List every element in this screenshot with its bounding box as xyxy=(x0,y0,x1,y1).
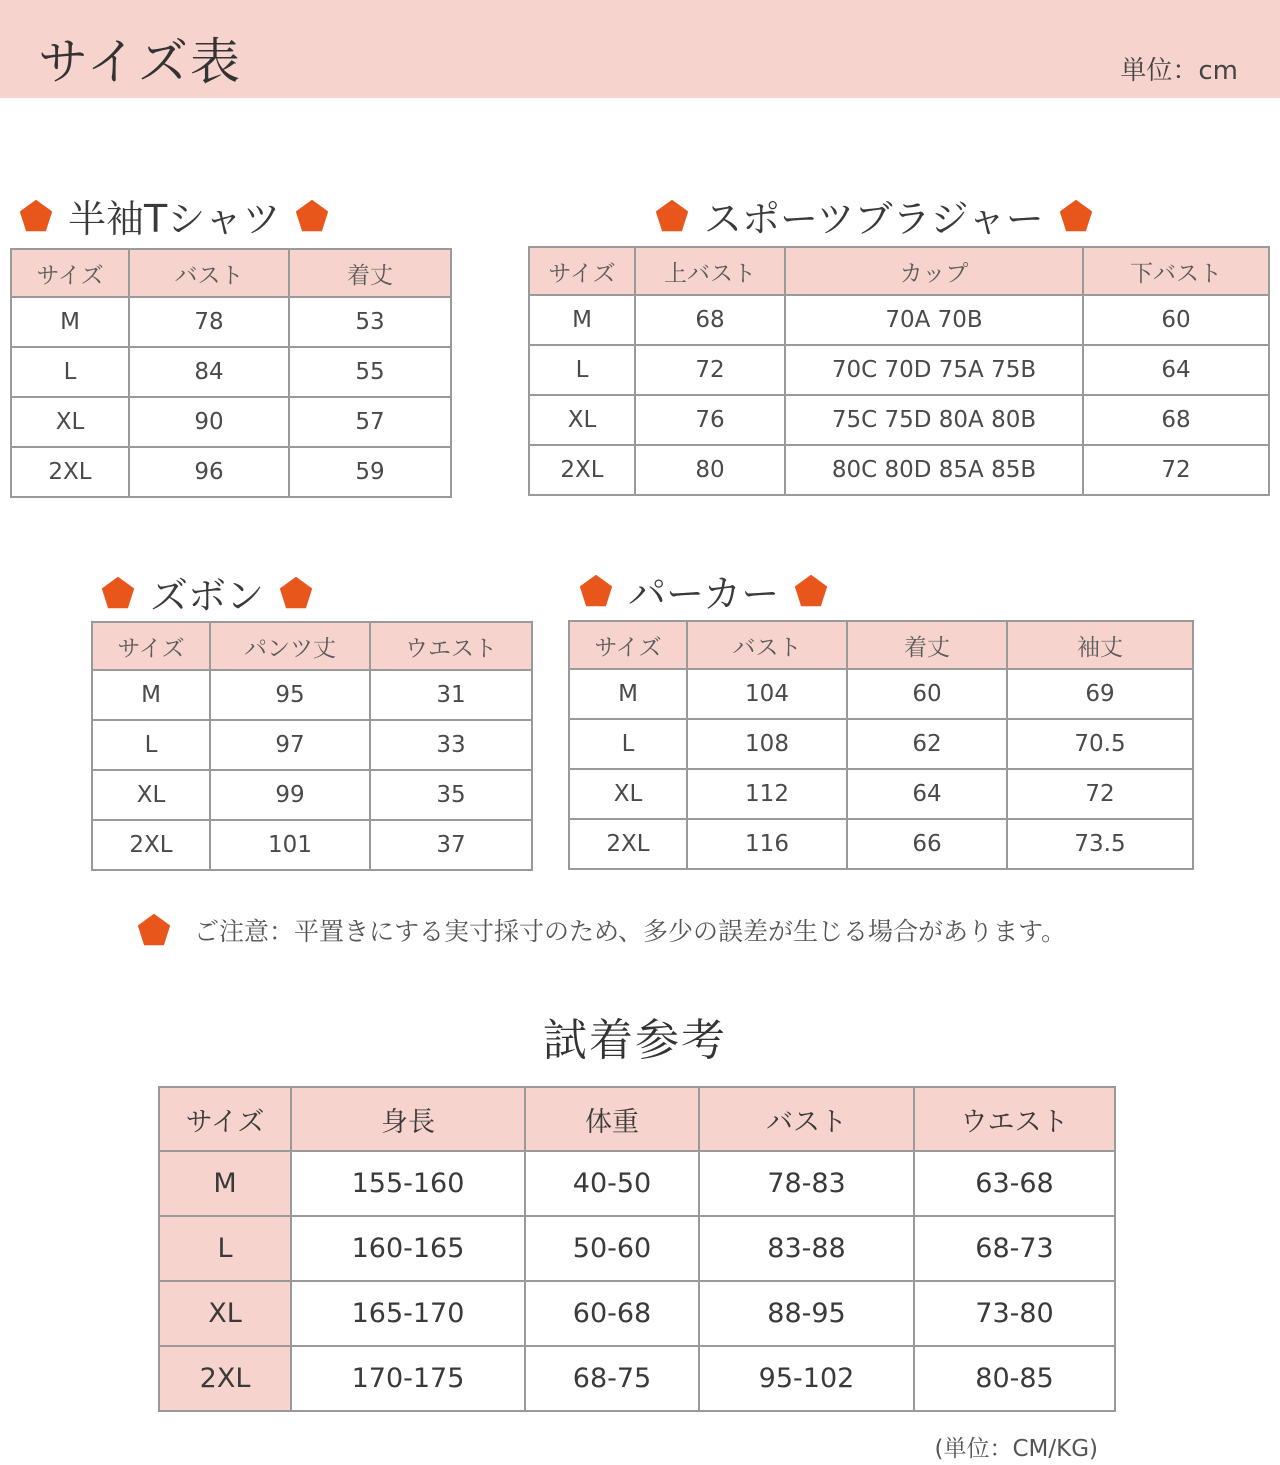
table-row xyxy=(159,1216,1115,1281)
section-title-text: パーカー xyxy=(628,572,780,616)
column-header: 体重 xyxy=(525,1087,699,1151)
value-cell: 35 xyxy=(370,770,532,820)
value-cell: 83-88 xyxy=(699,1216,914,1281)
value-cell: 68-75 xyxy=(525,1346,699,1411)
value-cell: 66 xyxy=(847,819,1007,869)
column-header: カップ xyxy=(785,247,1083,295)
section-title-text: 半袖Tシャツ xyxy=(68,197,281,241)
hoodie-size-table xyxy=(568,620,1194,870)
size-cell: 2XL xyxy=(569,819,687,869)
column-header: 上バスト xyxy=(635,247,785,295)
fitting-table xyxy=(158,1086,1116,1412)
size-cell: M xyxy=(159,1151,291,1216)
tshirt-size-table xyxy=(10,248,452,498)
section-title-pants xyxy=(100,565,314,620)
size-cell: L xyxy=(159,1216,291,1281)
value-cell: 165-170 xyxy=(291,1281,525,1346)
pants-size-table xyxy=(91,621,533,871)
table-row xyxy=(11,447,451,497)
size-cell: L xyxy=(529,345,635,395)
table-header-row xyxy=(159,1087,1115,1151)
value-cell: 60-68 xyxy=(525,1281,699,1346)
value-cell: 76 xyxy=(635,395,785,445)
column-header: ウエスト xyxy=(914,1087,1115,1151)
column-header: 着丈 xyxy=(847,621,1007,669)
size-cell: XL xyxy=(159,1281,291,1346)
value-cell: 104 xyxy=(687,669,847,719)
value-cell: 68-73 xyxy=(914,1216,1115,1281)
section-title-hoodie xyxy=(578,563,829,618)
value-cell: 40-50 xyxy=(525,1151,699,1216)
column-header: 下バスト xyxy=(1083,247,1269,295)
value-cell: 101 xyxy=(210,820,370,870)
size-cell: M xyxy=(529,295,635,345)
column-header: バスト xyxy=(699,1087,914,1151)
value-cell: 70C 70D 75A 75B xyxy=(785,345,1083,395)
section-title-text: ズボン xyxy=(150,574,265,618)
size-cell: L xyxy=(92,720,210,770)
value-cell: 50-60 xyxy=(525,1216,699,1281)
table-row xyxy=(529,345,1269,395)
value-cell: 95-102 xyxy=(699,1346,914,1411)
value-cell: 97 xyxy=(210,720,370,770)
table-row xyxy=(92,820,532,870)
pentagon-icon xyxy=(793,573,829,609)
fitting-title: 試着参考 xyxy=(543,1015,727,1066)
column-header: バスト xyxy=(687,621,847,669)
table-header-row xyxy=(569,621,1193,669)
size-cell: XL xyxy=(11,397,129,447)
pentagon-icon xyxy=(578,573,614,609)
value-cell: 160-165 xyxy=(291,1216,525,1281)
value-cell: 80 xyxy=(635,445,785,495)
column-header: パンツ丈 xyxy=(210,622,370,670)
value-cell: 33 xyxy=(370,720,532,770)
value-cell: 70A 70B xyxy=(785,295,1083,345)
pentagon-icon xyxy=(278,575,314,611)
value-cell: 72 xyxy=(635,345,785,395)
table-header-row xyxy=(11,249,451,297)
value-cell: 80C 80D 85A 85B xyxy=(785,445,1083,495)
table-header-row xyxy=(529,247,1269,295)
size-cell: L xyxy=(569,719,687,769)
table-row xyxy=(11,347,451,397)
size-cell: XL xyxy=(569,769,687,819)
table-row xyxy=(529,395,1269,445)
size-cell: 2XL xyxy=(529,445,635,495)
table-row xyxy=(11,397,451,447)
fitting-unit: (単位：CM/KG) xyxy=(934,1436,1098,1462)
value-cell: 70.5 xyxy=(1007,719,1193,769)
size-cell: 2XL xyxy=(11,447,129,497)
pentagon-icon xyxy=(136,912,172,948)
value-cell: 95 xyxy=(210,670,370,720)
value-cell: 96 xyxy=(129,447,289,497)
value-cell: 170-175 xyxy=(291,1346,525,1411)
size-cell: M xyxy=(11,297,129,347)
value-cell: 75C 75D 80A 80B xyxy=(785,395,1083,445)
value-cell: 78 xyxy=(129,297,289,347)
table-row xyxy=(11,297,451,347)
value-cell: 53 xyxy=(289,297,451,347)
value-cell: 68 xyxy=(635,295,785,345)
value-cell: 63-68 xyxy=(914,1151,1115,1216)
table-row xyxy=(569,719,1193,769)
value-cell: 72 xyxy=(1083,445,1269,495)
unit-label: 単位：cm xyxy=(1120,56,1238,86)
value-cell: 60 xyxy=(1083,295,1269,345)
value-cell: 64 xyxy=(1083,345,1269,395)
column-header: サイズ xyxy=(529,247,635,295)
note-text: ご注意：平置きにする実寸採寸のため、多少の誤差が生じる場合があります。 xyxy=(194,917,1067,946)
pentagon-icon xyxy=(1058,198,1094,234)
value-cell: 78-83 xyxy=(699,1151,914,1216)
value-cell: 31 xyxy=(370,670,532,720)
section-title-text: スポーツブラジャー xyxy=(704,197,1044,241)
value-cell: 72 xyxy=(1007,769,1193,819)
value-cell: 68 xyxy=(1083,395,1269,445)
table-row xyxy=(159,1346,1115,1411)
pentagon-icon xyxy=(294,198,330,234)
value-cell: 108 xyxy=(687,719,847,769)
table-row xyxy=(529,295,1269,345)
value-cell: 73.5 xyxy=(1007,819,1193,869)
value-cell: 112 xyxy=(687,769,847,819)
value-cell: 37 xyxy=(370,820,532,870)
size-cell: L xyxy=(11,347,129,397)
table-row xyxy=(529,445,1269,495)
page-title: サイズ表 xyxy=(38,33,242,91)
size-cell: M xyxy=(569,669,687,719)
pentagon-icon xyxy=(100,575,136,611)
table-row xyxy=(569,769,1193,819)
column-header: 身長 xyxy=(291,1087,525,1151)
value-cell: 155-160 xyxy=(291,1151,525,1216)
value-cell: 88-95 xyxy=(699,1281,914,1346)
note xyxy=(136,912,1066,948)
table-row xyxy=(159,1151,1115,1216)
section-title-tshirt xyxy=(18,188,330,243)
value-cell: 55 xyxy=(289,347,451,397)
column-header: サイズ xyxy=(11,249,129,297)
value-cell: 60 xyxy=(847,669,1007,719)
value-cell: 73-80 xyxy=(914,1281,1115,1346)
value-cell: 57 xyxy=(289,397,451,447)
size-cell: XL xyxy=(92,770,210,820)
pentagon-icon xyxy=(18,198,54,234)
value-cell: 64 xyxy=(847,769,1007,819)
value-cell: 69 xyxy=(1007,669,1193,719)
column-header: バスト xyxy=(129,249,289,297)
size-cell: XL xyxy=(529,395,635,445)
table-row xyxy=(92,670,532,720)
column-header: サイズ xyxy=(159,1087,291,1151)
pentagon-icon xyxy=(654,198,690,234)
table-row xyxy=(159,1281,1115,1346)
value-cell: 84 xyxy=(129,347,289,397)
table-row xyxy=(569,669,1193,719)
size-cell: M xyxy=(92,670,210,720)
section-title-sportsbra xyxy=(654,188,1094,243)
column-header: 袖丈 xyxy=(1007,621,1193,669)
table-header-row xyxy=(92,622,532,670)
table-row xyxy=(569,819,1193,869)
table-row xyxy=(92,770,532,820)
column-header: サイズ xyxy=(569,621,687,669)
sportsbra-size-table xyxy=(528,246,1270,496)
value-cell: 62 xyxy=(847,719,1007,769)
column-header: ウエスト xyxy=(370,622,532,670)
size-cell: 2XL xyxy=(92,820,210,870)
value-cell: 59 xyxy=(289,447,451,497)
table-row xyxy=(92,720,532,770)
column-header: 着丈 xyxy=(289,249,451,297)
value-cell: 99 xyxy=(210,770,370,820)
value-cell: 80-85 xyxy=(914,1346,1115,1411)
value-cell: 116 xyxy=(687,819,847,869)
value-cell: 90 xyxy=(129,397,289,447)
size-cell: 2XL xyxy=(159,1346,291,1411)
column-header: サイズ xyxy=(92,622,210,670)
